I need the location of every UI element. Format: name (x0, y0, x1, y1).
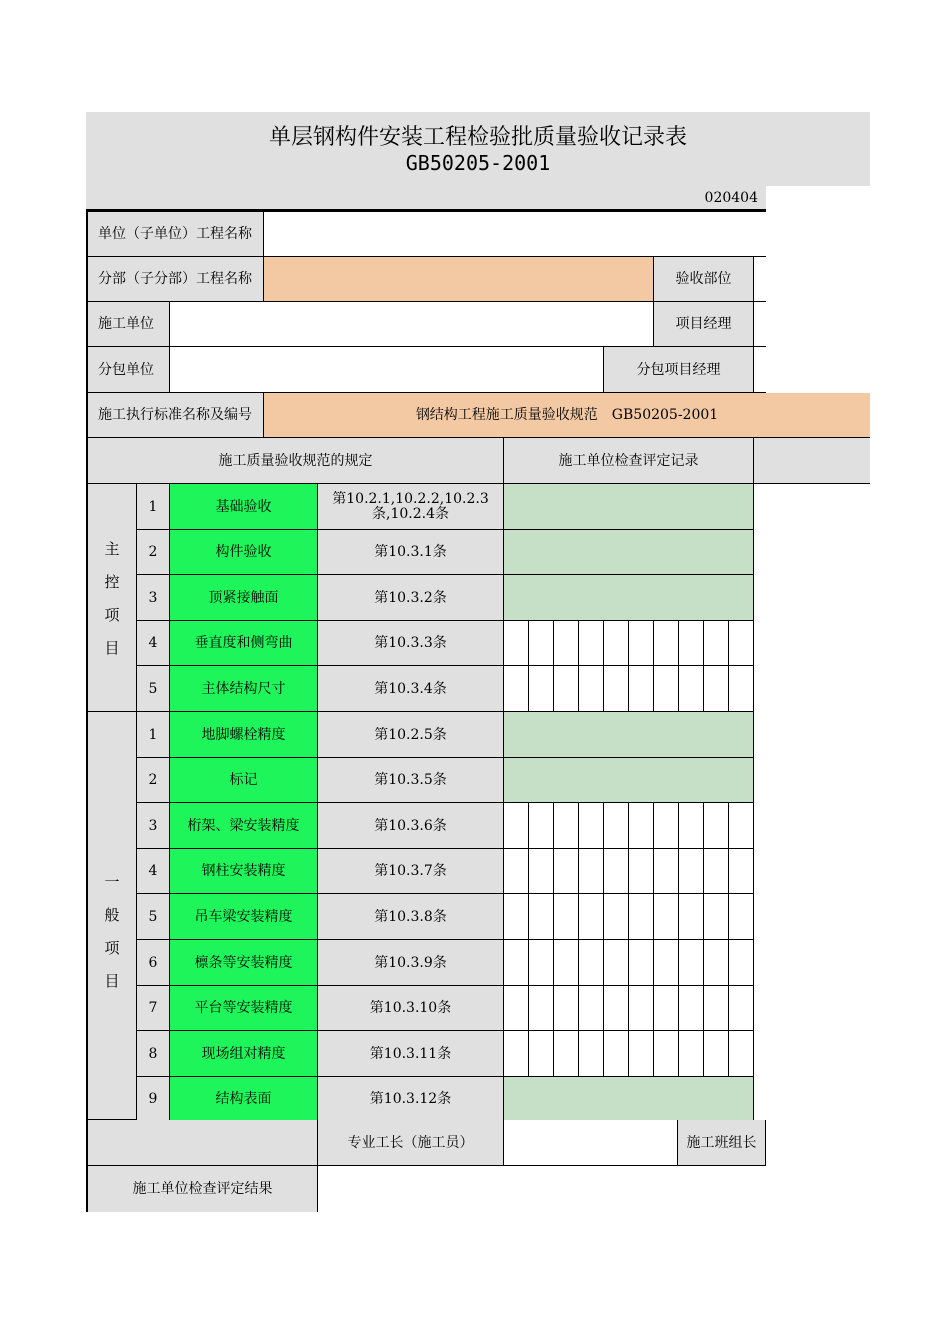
record-grid-cell[interactable] (654, 986, 679, 1031)
item-number: 3 (137, 803, 170, 849)
sub-project-value[interactable] (264, 257, 654, 302)
inspection-part-value[interactable] (754, 257, 766, 302)
record-grid-cell[interactable] (579, 621, 604, 666)
item-clause: 第10.3.4条 (318, 666, 504, 712)
main-group-char: 主 (104, 539, 120, 558)
item-clause: 第10.3.11条 (318, 1031, 504, 1077)
inspection-part-label: 验收部位 (654, 257, 754, 302)
record-grid-cell[interactable] (729, 621, 754, 666)
record-grid-cell[interactable] (679, 849, 704, 894)
code-band (86, 186, 766, 210)
subcontract-unit-value[interactable] (170, 347, 604, 393)
record-grid-cell[interactable] (654, 803, 679, 849)
standard-code: GB50205-2001 (405, 151, 551, 175)
record-grid-cell[interactable] (504, 621, 529, 666)
record-cell[interactable] (504, 1077, 754, 1122)
item-clause: 第10.3.5条 (318, 758, 504, 803)
item-clause: 第10.3.8条 (318, 894, 504, 940)
item-clause: 第10.3.10条 (318, 986, 504, 1031)
item-clause: 第10.3.7条 (318, 849, 504, 894)
record-grid-cell[interactable] (504, 986, 529, 1031)
record-grid-cell[interactable] (679, 1031, 704, 1077)
record-grid-cell[interactable] (529, 666, 554, 712)
foreman-value[interactable] (504, 1120, 678, 1166)
record-grid-cell[interactable] (604, 666, 629, 712)
record-grid-cell[interactable] (704, 894, 729, 940)
item-name: 地脚螺栓精度 (170, 712, 318, 758)
record-grid-cell[interactable] (554, 621, 579, 666)
item-clause: 第10.3.12条 (318, 1077, 504, 1122)
item-name: 现场组对精度 (170, 1031, 318, 1077)
subcontract-unit-label: 分包单位 (88, 347, 170, 393)
record-grid-cell[interactable] (579, 940, 604, 986)
record-grid-cell[interactable] (729, 666, 754, 712)
item-number: 6 (137, 940, 170, 986)
record-grid-cell[interactable] (629, 803, 654, 849)
record-grid-cell[interactable] (704, 849, 729, 894)
standard-name-label: 施工执行标准名称及编号 (88, 393, 264, 438)
record-grid-cell[interactable] (654, 940, 679, 986)
record-grid-cell[interactable] (529, 803, 554, 849)
general-group-char: 般 (104, 905, 120, 924)
item-number: 4 (137, 621, 170, 666)
main-control-group (88, 484, 137, 712)
record-grid-cell[interactable] (704, 986, 729, 1031)
record-grid-cell[interactable] (604, 621, 629, 666)
record-grid-cell[interactable] (529, 894, 554, 940)
record-grid-cell[interactable] (679, 986, 704, 1031)
record-grid-cell[interactable] (554, 666, 579, 712)
record-grid-cell[interactable] (679, 666, 704, 712)
construction-unit-value[interactable] (170, 302, 654, 347)
record-grid-cell[interactable] (679, 940, 704, 986)
record-grid-cell[interactable] (529, 621, 554, 666)
record-grid-cell[interactable] (554, 1031, 579, 1077)
item-clause: 第10.3.6条 (318, 803, 504, 849)
subcontract-manager-label: 分包项目经理 (604, 347, 754, 393)
record-grid-cell[interactable] (729, 894, 754, 940)
record-grid-cell[interactable] (604, 894, 629, 940)
record-grid-cell[interactable] (679, 894, 704, 940)
record-grid-cell[interactable] (604, 986, 629, 1031)
item-clause: 第10.3.2条 (318, 575, 504, 621)
header-extra-cell (754, 438, 870, 484)
record-cell[interactable] (504, 530, 754, 575)
project-manager-value[interactable] (754, 302, 766, 347)
record-grid-cell[interactable] (554, 849, 579, 894)
item-clause: 第10.3.3条 (318, 621, 504, 666)
item-number: 3 (137, 575, 170, 621)
record-grid-cell[interactable] (704, 940, 729, 986)
record-grid-cell[interactable] (629, 849, 654, 894)
record-grid-cell[interactable] (529, 849, 554, 894)
item-clause: 第10.2.5条 (318, 712, 504, 758)
item-name: 平台等安装精度 (170, 986, 318, 1031)
item-number: 8 (137, 1031, 170, 1077)
record-grid-cell[interactable] (604, 803, 629, 849)
item-number: 2 (137, 758, 170, 803)
record-grid-cell[interactable] (679, 621, 704, 666)
record-grid-cell[interactable] (654, 1031, 679, 1077)
record-grid-cell[interactable] (629, 621, 654, 666)
record-grid-cell[interactable] (554, 894, 579, 940)
record-column-header: 施工单位检查评定记录 (504, 438, 754, 484)
general-group-char: 目 (104, 971, 120, 990)
record-grid-cell[interactable] (554, 803, 579, 849)
record-grid-cell[interactable] (679, 803, 704, 849)
record-grid-cell[interactable] (629, 894, 654, 940)
record-cell[interactable] (504, 712, 754, 758)
record-grid-cell[interactable] (579, 666, 604, 712)
record-grid-cell[interactable] (604, 849, 629, 894)
record-grid-cell[interactable] (504, 666, 529, 712)
record-grid-cell[interactable] (704, 1031, 729, 1077)
record-grid-cell[interactable] (604, 940, 629, 986)
construction-unit-label: 施工单位 (88, 302, 170, 347)
record-grid-cell[interactable] (729, 1031, 754, 1077)
form-title: 单层钢构件安装工程检验批质量验收记录表 (268, 125, 687, 150)
item-number: 7 (137, 986, 170, 1031)
record-grid-cell[interactable] (554, 940, 579, 986)
standard-name-value: 钢结构工程施工质量验收规范 GB50205-2001 (264, 393, 870, 438)
record-cell[interactable] (504, 575, 754, 621)
record-cell[interactable] (504, 484, 754, 530)
record-grid-cell[interactable] (504, 894, 529, 940)
record-grid-cell[interactable] (529, 1031, 554, 1077)
record-grid-cell[interactable] (604, 1031, 629, 1077)
record-grid-cell[interactable] (504, 803, 529, 849)
record-grid-cell[interactable] (579, 1031, 604, 1077)
record-grid-cell[interactable] (529, 986, 554, 1031)
item-name: 钢柱安装精度 (170, 849, 318, 894)
record-grid-cell[interactable] (654, 894, 679, 940)
record-grid-cell[interactable] (654, 621, 679, 666)
record-grid-cell[interactable] (704, 666, 729, 712)
item-number: 4 (137, 849, 170, 894)
item-name: 标记 (170, 758, 318, 803)
record-grid-cell[interactable] (704, 803, 729, 849)
item-number: 1 (137, 484, 170, 530)
record-grid-cell[interactable] (729, 986, 754, 1031)
team-leader-label: 施工班组长 (678, 1120, 766, 1166)
record-grid-cell[interactable] (579, 986, 604, 1031)
record-grid-cell[interactable] (579, 803, 604, 849)
item-name: 吊车梁安装精度 (170, 894, 318, 940)
item-name: 檩条等安装精度 (170, 940, 318, 986)
item-name: 桁架、梁安装精度 (170, 803, 318, 849)
record-grid-cell[interactable] (579, 894, 604, 940)
record-cell[interactable] (504, 758, 754, 803)
record-grid-cell[interactable] (729, 803, 754, 849)
record-grid-cell[interactable] (529, 940, 554, 986)
main-group-char: 目 (104, 638, 120, 657)
item-number: 5 (137, 666, 170, 712)
record-grid-cell[interactable] (654, 666, 679, 712)
item-number: 2 (137, 530, 170, 575)
subcontract-manager-value[interactable] (754, 347, 766, 393)
record-grid-cell[interactable] (629, 986, 654, 1031)
item-clause: 第10.2.1,10.2.2,10.2.3条,10.2.4条 (318, 484, 504, 530)
item-name: 主体结构尺寸 (170, 666, 318, 712)
record-grid-cell[interactable] (504, 1031, 529, 1077)
unit-project-value[interactable] (264, 212, 766, 257)
project-manager-label: 项目经理 (654, 302, 754, 347)
record-grid-cell[interactable] (629, 1031, 654, 1077)
foreman-label: 专业工长（施工员） (318, 1120, 504, 1166)
spec-column-header: 施工质量验收规范的规定 (88, 438, 504, 484)
item-name: 顶紧接触面 (170, 575, 318, 621)
record-grid-cell[interactable] (554, 986, 579, 1031)
form-code: 020404 (704, 190, 758, 206)
record-grid-cell[interactable] (729, 940, 754, 986)
record-grid-cell[interactable] (704, 621, 729, 666)
item-name: 垂直度和侧弯曲 (170, 621, 318, 666)
item-number: 1 (137, 712, 170, 758)
main-group-char: 控 (104, 572, 120, 591)
record-grid-cell[interactable] (504, 940, 529, 986)
unit-project-label: 单位（子单位）工程名称 (88, 212, 264, 257)
item-number: 5 (137, 894, 170, 940)
item-clause: 第10.3.9条 (318, 940, 504, 986)
general-group-char: 一 (104, 872, 120, 891)
record-grid-cell[interactable] (654, 849, 679, 894)
record-grid-cell[interactable] (579, 849, 604, 894)
general-group-char: 项 (104, 938, 120, 957)
item-number: 9 (137, 1077, 170, 1122)
general-group (88, 712, 137, 1120)
item-name: 基础验收 (170, 484, 318, 530)
main-group-char: 项 (104, 605, 120, 624)
item-name: 构件验收 (170, 530, 318, 575)
result-label: 施工单位检查评定结果 (88, 1166, 318, 1212)
footer-left-blank (88, 1120, 318, 1166)
sub-project-label: 分部（子分部）工程名称 (88, 257, 264, 302)
record-grid-cell[interactable] (729, 849, 754, 894)
item-name: 结构表面 (170, 1077, 318, 1122)
record-grid-cell[interactable] (504, 849, 529, 894)
item-clause: 第10.3.1条 (318, 530, 504, 575)
record-grid-cell[interactable] (629, 940, 654, 986)
record-grid-cell[interactable] (629, 666, 654, 712)
